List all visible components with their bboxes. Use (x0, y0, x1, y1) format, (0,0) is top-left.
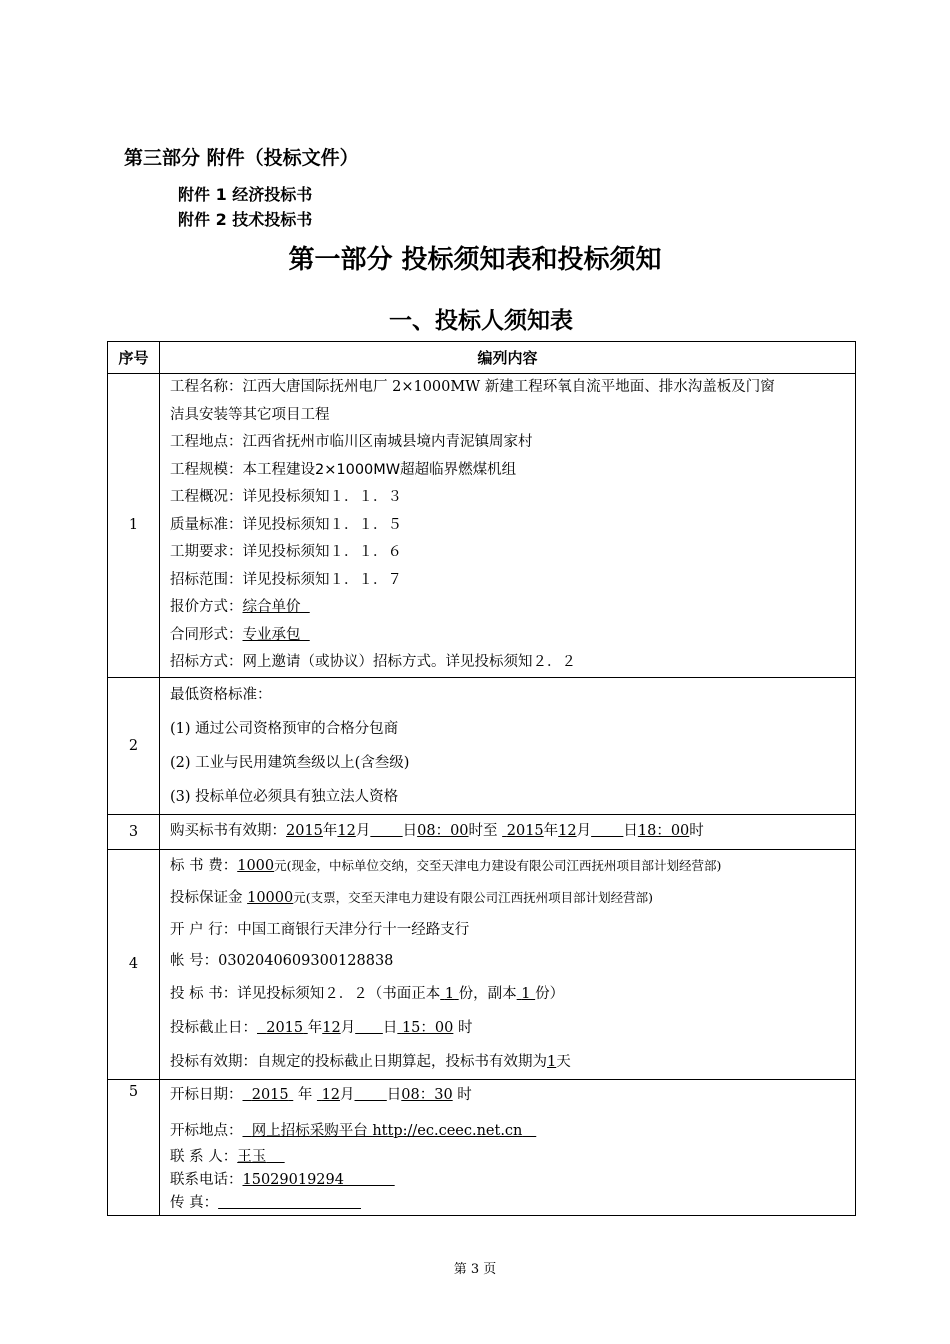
contract-label: 合同形式： (170, 626, 243, 643)
row-number: 4 (108, 849, 160, 1079)
month-text: 月 (340, 1086, 355, 1103)
contact-person (170, 1146, 851, 1169)
place-label: 开标地点： (170, 1122, 243, 1139)
header-content: 编列内容 (160, 342, 856, 374)
attachment-1-heading: 附件 1 经济投标书 (178, 185, 313, 204)
contract-form (170, 622, 851, 650)
contact-phone (170, 1169, 851, 1192)
month-text: 月 (355, 822, 371, 839)
validity-days: 1 (547, 1053, 557, 1070)
bank-account: 帐 号：0302040609300128838 (170, 952, 394, 969)
purchase-start-month: 12 (337, 822, 356, 839)
row-number: 2 (108, 677, 160, 814)
purchase-end-time: 18：00 (637, 822, 690, 839)
table-title: 一、投标人须知表 (389, 308, 573, 334)
page-title: 第一部分 投标须知表和投标须知 (288, 245, 662, 275)
open-year: 2015 (251, 1086, 289, 1103)
qualification-item-3: (3) 投标单位必须具有独立法人资格 (170, 788, 399, 805)
deadline-label: 投标截止日： (170, 1019, 257, 1036)
qualification-title: 最低资格标准： (170, 686, 272, 703)
section-heading-part3: 第三部分 附件（投标文件） (124, 147, 359, 169)
purchase-label: 购买标书有效期： (170, 822, 286, 839)
fax-label: 传 真： (170, 1194, 219, 1211)
hour-text: 时 (457, 1019, 473, 1036)
book-suffix: 份） (535, 985, 565, 1002)
phone-label: 联系电话： (170, 1171, 243, 1188)
project-name-line2: 洁具安装等其它项目工程 (170, 406, 330, 423)
book-mid: 份，副本 (458, 985, 517, 1002)
day-text: 日 (623, 822, 638, 839)
attachment-2-heading: 附件 2 技术投标书 (178, 210, 313, 229)
period-requirement: 工期要求：详见投标须知１．１．６ (170, 544, 402, 560)
bid-validity (170, 1045, 851, 1079)
hour-text: 时 (457, 1086, 472, 1103)
book-original-count: 1 (444, 985, 455, 1002)
purchase-start-year: 2015 (286, 822, 323, 839)
open-month: 12 (321, 1086, 341, 1103)
purchase-end-month: 12 (558, 822, 577, 839)
deposit-note: 元(支票，交至天津电力建设有限公司江西抚州项目部计划经营部) (293, 889, 654, 905)
row-content (160, 1079, 856, 1215)
bid-doc-fee (170, 850, 851, 881)
validity-prefix: 投标有效期：自规定的投标截止日期算起，投标书有效期为 (170, 1053, 547, 1070)
row-content (160, 374, 856, 678)
bidder-notice-table (107, 341, 856, 1216)
place-value: 网上招标采购平台 http://ec.ceec.net.cn (251, 1122, 523, 1139)
open-time: 08：30 (401, 1086, 453, 1103)
purchase-start-time: 08：00 (417, 822, 469, 839)
scale-rest: 超超临界燃煤机组 (400, 461, 517, 478)
row-content (160, 849, 856, 1079)
project-name-line1: 工程名称：江西大唐国际抚州电厂 2×1000MW 新建工程环氧自流平地面、排水沟盖板及门窗 (170, 379, 775, 395)
header-serial-number: 序号 (108, 342, 160, 374)
purchase-end-year: 2015 (506, 822, 544, 839)
table-row-2 (108, 677, 856, 814)
row-number: 1 (108, 374, 160, 678)
year-text: 年 (307, 1019, 323, 1036)
row-content (160, 677, 856, 814)
to-text: 时至 (468, 822, 498, 839)
book-copy-count: 1 (521, 985, 531, 1002)
deposit-label: 投标保证金 (170, 889, 248, 906)
qualification-item-2: (2) 工业与民用建筑叁级以上(含叁级) (170, 754, 410, 771)
table-header-row (108, 342, 856, 374)
row-content (160, 814, 856, 849)
table-row-5 (108, 1079, 856, 1215)
bid-deadline (170, 1011, 851, 1045)
bid-scope: 招标范围：详见投标须知１．１．７ (170, 571, 402, 588)
year-text: 年 (297, 1086, 313, 1103)
hour-text: 时 (689, 822, 704, 839)
quote-method (170, 594, 851, 622)
day-text: 日 (386, 1086, 402, 1103)
contact-fax (170, 1192, 851, 1215)
contact-label: 联 系 人： (170, 1148, 238, 1165)
contact-value: 王玉 (237, 1148, 267, 1165)
month-text: 月 (340, 1019, 356, 1036)
project-scale (170, 457, 851, 485)
day-text: 日 (402, 822, 418, 839)
phone-value: 15029019294 (242, 1171, 344, 1188)
table-row-4 (108, 849, 856, 1079)
project-overview: 工程概况：详见投标须知１．１．３ (170, 489, 402, 505)
quote-label: 报价方式： (170, 599, 243, 615)
bid-deposit (170, 881, 851, 915)
open-label: 开标日期： (170, 1086, 243, 1103)
fee-note: 元(现金，中标单位交纳，交至天津电力建设有限公司江西抚州项目部计划经营部) (274, 857, 722, 873)
day-text: 日 (382, 1019, 398, 1036)
month-text: 月 (576, 822, 592, 839)
bid-document-copies (170, 977, 851, 1011)
table-row-1 (108, 374, 856, 678)
project-location: 工程地点：江西省抚州市临川区南城县境内青泥镇周家村 (170, 434, 533, 450)
book-prefix: 投 标 书：详见投标须知２．２（书面正本 (170, 985, 441, 1002)
year-text: 年 (322, 822, 338, 839)
row-number: 5 (108, 1079, 160, 1215)
scale-label: 工程规模：本工程建设 (170, 461, 315, 478)
purchase-period (170, 818, 851, 846)
year-text: 年 (543, 822, 559, 839)
deadline-month: 12 (322, 1019, 341, 1036)
qualification-item-1: (1) 通过公司资格预审的合格分包商 (170, 720, 399, 737)
fee-label: 标 书 费： (170, 857, 238, 874)
opening-place (170, 1110, 851, 1146)
quote-value: 综合单价 (242, 599, 301, 615)
opening-date (170, 1080, 851, 1110)
table-row-3 (108, 814, 856, 849)
contract-value: 专业承包 (242, 626, 301, 643)
deposit-value: 10000 (247, 889, 294, 906)
scale-value: 2×1000MW (315, 461, 401, 478)
fee-value: 1000 (237, 857, 275, 874)
bid-method: 招标方式：网上邀请（或协议）招标方式。详见投标须知２．２ (170, 654, 576, 670)
row-number: 3 (108, 814, 160, 849)
deadline-time: 15：00 (401, 1019, 454, 1036)
bank-name: 开 户 行：中国工商银行天津分行十一经路支行 (170, 921, 470, 938)
page-number: 第 3 页 (453, 1262, 497, 1277)
quality-standard: 质量标准：详见投标须知１．１．５ (170, 516, 402, 533)
deadline-year: 2015 (266, 1019, 304, 1036)
validity-suffix: 天 (556, 1053, 571, 1070)
